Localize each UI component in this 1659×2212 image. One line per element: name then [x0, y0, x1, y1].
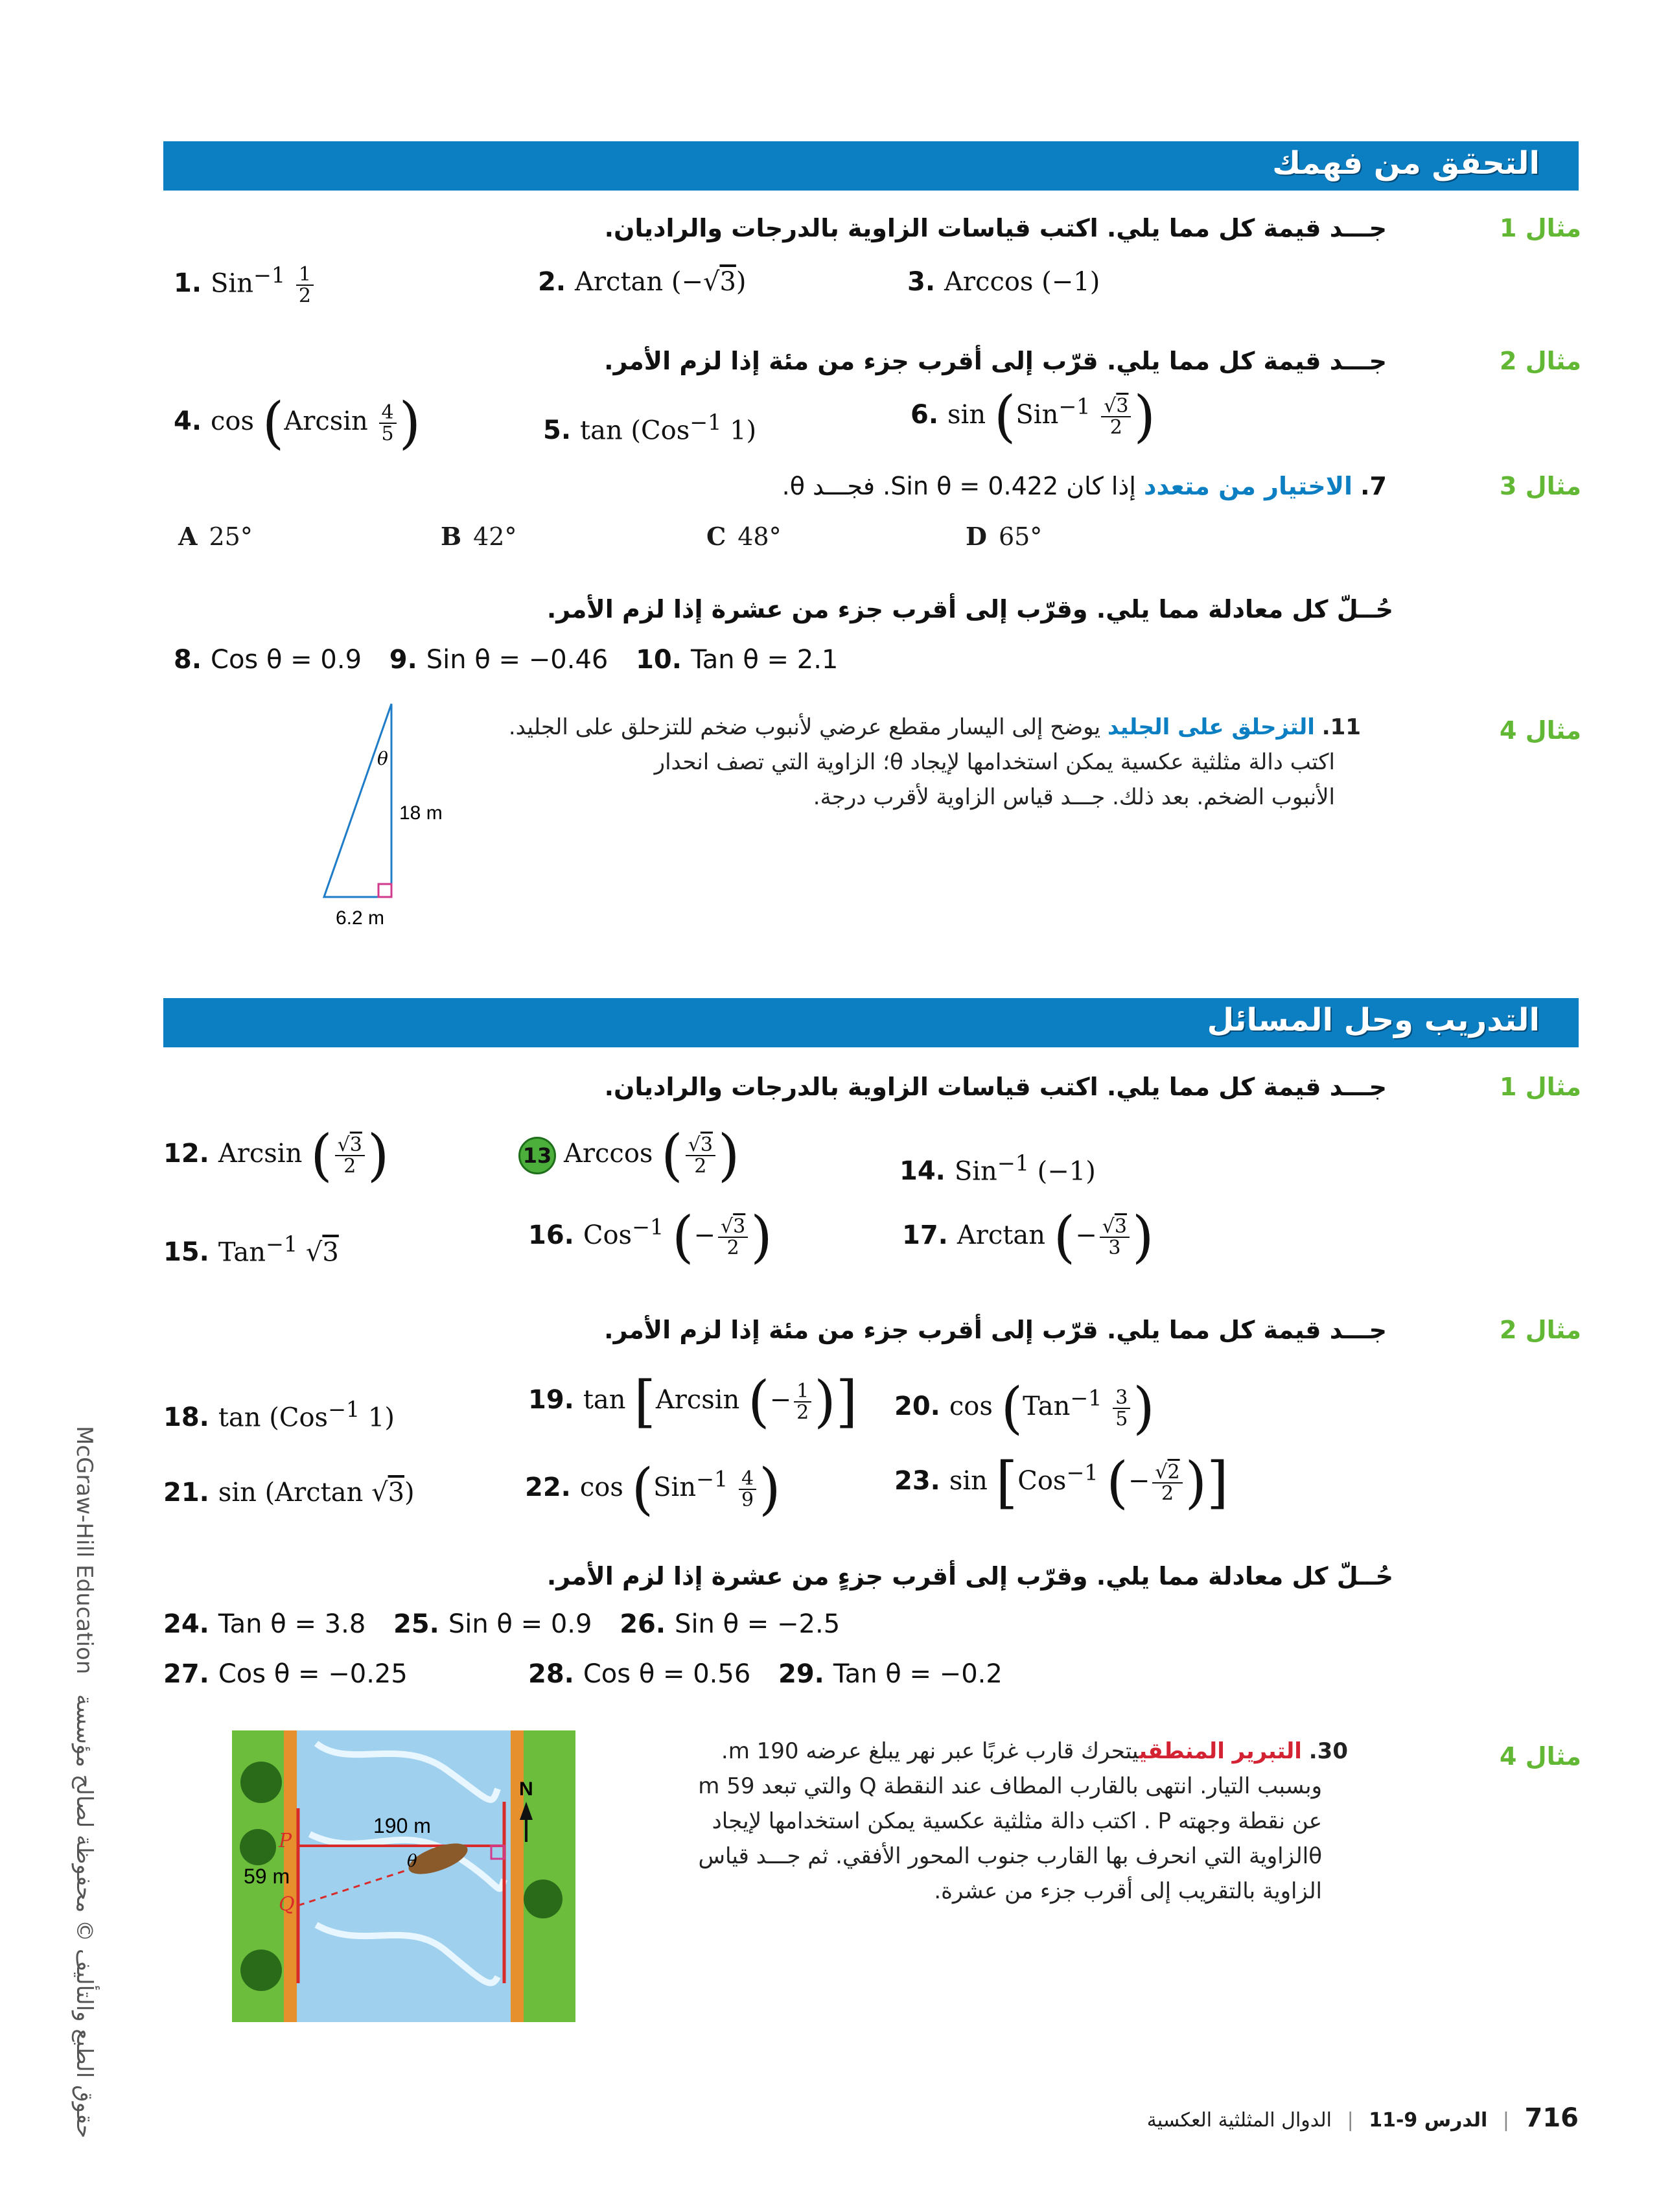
exercise-13: 13 Arccos ( $\frac{√3}{2}$ ) — [518, 1128, 739, 1183]
copyright-text: حقوق الطبع والتأليف © محفوظة لصالح مؤسسة — [71, 1694, 97, 2139]
right-angle-marker — [378, 884, 391, 897]
exercise-16: 16. Cos$^{-1}$ (− $\frac{√3}{2}$ ) — [528, 1205, 772, 1270]
choice-b[interactable]: B 42° — [441, 522, 517, 551]
exercise-21: 21. sin (Arctan √3) — [163, 1478, 415, 1508]
ski-ramp-triangle-figure — [311, 693, 480, 940]
exercise-20: 20. cos (Tan$^{-1}$ $\frac{3}{5}$ ) — [894, 1376, 1155, 1441]
triangle — [324, 704, 391, 897]
height-label: 18 m — [399, 802, 443, 824]
boat-question: 30. التبرير المنطقييتحرك قارب غربًا عبر نهر يبلغ عرضه 190 m. وبسبب التيار. انتهى بالقارب المطاف عند النقطة Q والتي تبعد 59 m عن نقطة وجهته P . اكتب دالة مثلثية عكسية يمكن استخدامها لإيجاد θالزاوية التي انحرف بها القارب جنوب المحور الأفقي. ثم جـــد قياس الزاوية بالتقريب إلى أقرب جزء من عشرة. — [698, 1738, 1348, 1904]
point-p-label: P — [279, 1830, 292, 1852]
exercise-14: 14. Sin$^{-1}$ (−1) — [899, 1150, 1096, 1187]
example-label: مثال 1 — [1500, 1073, 1581, 1101]
publisher-name: McGraw-Hill Education — [71, 1426, 97, 1675]
exercises-28-29: 28. Cos θ = 0.56 29. Tan θ = −0.2 — [528, 1659, 1003, 1689]
exercises-24-26: 24. Tan θ = 3.8 25. Sin θ = 0.9 26. Sin θ = −2.5 — [163, 1609, 841, 1639]
highlighted-exercise-13: 13 — [518, 1137, 556, 1174]
check-understanding-banner — [163, 141, 1579, 191]
multiple-choice-question: 7. الاختيار من متعدد إذا كان Sin θ = 0.422. فجـــد θ. — [782, 472, 1387, 500]
example-label: مثال 3 — [1500, 472, 1581, 500]
exercise-1: 1. Sin$^{-1}$ $\frac{1}{2}$ — [174, 262, 316, 307]
exercise-22: 22. cos (Sin$^{-1}$ $\frac{4}{9}$ ) — [525, 1457, 781, 1522]
choice-d[interactable]: D 65° — [966, 522, 1043, 551]
instruction: جـــد قيمة كل مما يلي. اكتب قياسات الزاوية بالدرجات والراديان. — [604, 1073, 1387, 1101]
instruction: جـــد قيمة كل مما يلي. قرّب إلى أقرب جزء من مئة إذا لزم الأمر. — [604, 1316, 1387, 1344]
choice-c[interactable]: C 48° — [706, 522, 782, 551]
example-label: مثال 1 — [1500, 214, 1581, 242]
exercise-5: 5. tan (Cos$^{-1}$ 1) — [543, 410, 757, 446]
north-label: N — [519, 1778, 533, 1800]
example-label: مثال 4 — [1500, 1742, 1581, 1771]
angle-theta-label: θ — [377, 748, 388, 769]
section-title: التحقق من فهمك — [1272, 145, 1540, 181]
section-title: التدريب وحل المسائل — [1207, 1002, 1540, 1038]
choice-a[interactable]: A 25° — [178, 522, 253, 551]
exercises-8-10: 8. Cos θ = 0.9 9. Sin θ = −0.46 10. Tan θ = 2.1 — [174, 645, 839, 675]
lesson-title: الدوال المثلثية العكسية — [1146, 2109, 1332, 2132]
exercise-15: 15. Tan$^{-1}$ √3 — [163, 1231, 339, 1268]
exercises-27: 27. Cos θ = −0.25 — [163, 1659, 408, 1689]
page-footer: 716 | الدرس 9-11 | الدوال المثلثية العكسية — [1146, 2103, 1579, 2133]
exercise-3: 3. Arccos (−1) — [907, 267, 1100, 297]
page-number: 716 — [1524, 2103, 1579, 2133]
instruction: جـــد قيمة كل مما يلي. اكتب قياسات الزاوية بالدرجات والراديان. — [604, 214, 1387, 242]
instruction: جـــد قيمة كل مما يلي. قرّب إلى أقرب جزء من مئة إذا لزم الأمر. — [604, 347, 1387, 375]
exercise-23: 23. sin [Cos$^{-1}$ (− $\frac{√2}{2}$ )] — [894, 1450, 1229, 1515]
example-label: مثال 4 — [1500, 716, 1581, 745]
base-label: 6.2 m — [336, 907, 385, 929]
exercise-17: 17. Arctan (− $\frac{√3}{3}$ ) — [902, 1205, 1154, 1270]
boat-theta-label: θ — [407, 1852, 417, 1871]
example-label: مثال 2 — [1500, 347, 1581, 375]
publisher-sidebar — [58, 1426, 97, 2139]
width-label: 190 m — [373, 1814, 431, 1837]
exercise-12: 12. Arcsin ( $\frac{√3}{2}$ ) — [163, 1123, 389, 1188]
point-q-label: Q — [279, 1893, 295, 1916]
exercise-19: 19. tan [Arcsin (− $\frac{1}{2}$ )] — [528, 1369, 858, 1434]
practice-banner — [163, 998, 1579, 1047]
lesson-number: الدرس 9-11 — [1369, 2109, 1488, 2132]
exercise-6: 6. sin (Sin$^{-1}$ $\frac{√3}{2}$ ) — [911, 384, 1155, 449]
exercise-2: 2. Arctan (−√3) — [538, 267, 747, 297]
example-label: مثال 2 — [1500, 1316, 1581, 1344]
exercise-18: 18. tan (Cos$^{-1}$ 1) — [163, 1397, 395, 1433]
solve-instruction: حُــلّ كل معادلة مما يلي. وقرّب إلى أقرب جزء من عشرة إذا لزم الأمر. — [546, 595, 1393, 623]
exercise-4: 4. cos (Arcsin $\frac{4}{5}$ ) — [174, 391, 421, 456]
solve-instruction: حُــلّ كل معادلة مما يلي. وقرّب إلى أقرب جزءٍ من عشرة إذا لزم الأمر. — [546, 1562, 1393, 1590]
offset-label: 59 m — [244, 1865, 290, 1888]
river-boat-figure — [232, 1730, 575, 2022]
ski-question: 11. التزحلق على الجليد يوضح إلى اليسار مقطع عرضي لأنبوب ضخم للتزحلق على الجليد. اكتب دالة مثلثية عكسية يمكن استخدامها لإيجاد θ؛ الزاوية التي تصف انحدار الأنبوب الضخم. بعد ذلك. جـــد قياس الزاوية لأقرب درجة. — [508, 714, 1361, 810]
